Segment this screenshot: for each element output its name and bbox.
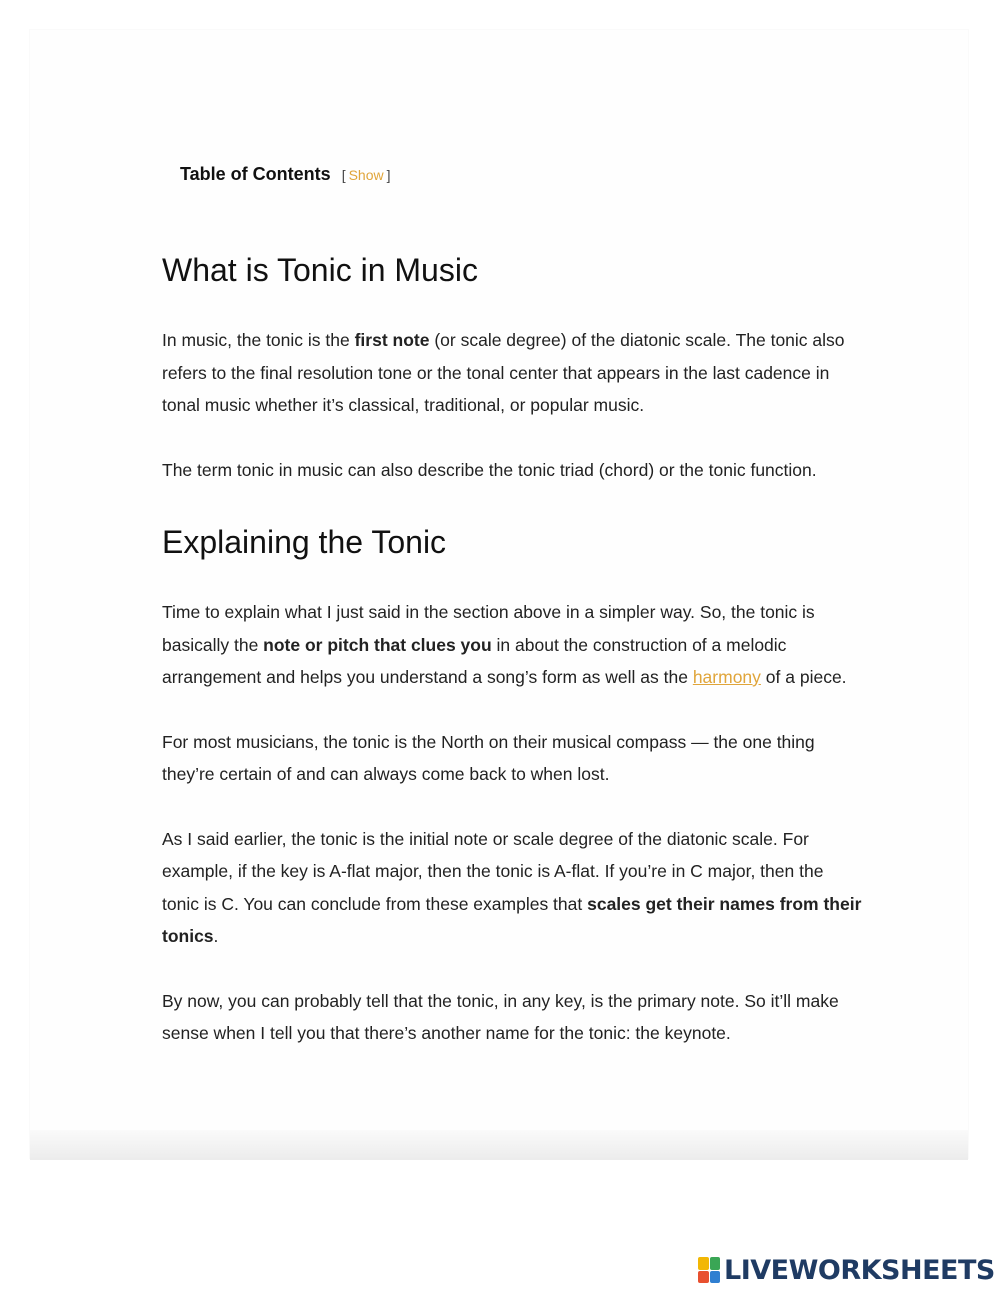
- toc-title: Table of Contents: [180, 164, 331, 184]
- text-run: in about the construction of a melodic arrangement and helps you understand a song’s form as well as the: [162, 634, 787, 687]
- harmony-link[interactable]: harmony: [692, 667, 761, 687]
- table-of-contents: [180, 164, 391, 185]
- paragraph-simpler-explanation: [162, 596, 862, 694]
- text-run: .: [213, 926, 219, 946]
- text-run: In music, the tonic is the: [162, 330, 355, 350]
- page-bottom-shadow: [30, 1130, 968, 1160]
- paragraph-scale-names: [162, 823, 862, 953]
- bold-text-first-note: first note: [354, 330, 430, 350]
- section-heading-explaining-tonic: Explaining the Tonic: [162, 524, 447, 560]
- text-run: As I said earlier, the tonic is the initial note or scale degree of the diatonic scale. For example, if the key is A-flat major, then the tonic is A-flat. If you’re in C major, then the tonic is C. You can conclude from these examples that: [162, 828, 824, 914]
- paragraph-musical-compass: For most musicians, the tonic is the North on their musical compass — the one thing they’re certain of and can always come back to when lost.: [162, 731, 815, 784]
- text-run: (or scale degree) of the diatonic scale. The tonic also refers to the final resolution tone or the tonal center that appears in the last cadence in tonal music whether it’s classical, traditional, or popular music.: [162, 330, 845, 415]
- toc-bracket-open: [: [341, 167, 346, 183]
- section-heading-what-is-tonic: What is Tonic in Music: [162, 252, 478, 288]
- bold-text-note-or-pitch: note or pitch that clues you: [263, 634, 492, 655]
- paragraph-tonic-triad: The term tonic in music can also describe the tonic triad (chord) or the tonic function.: [162, 459, 817, 480]
- bold-text-scale-names: scales get their names from their tonics: [162, 893, 862, 946]
- liveworksheets-brand: [698, 1254, 995, 1286]
- text-run: Time to explain what I just said in the section above in a simpler way. So, the tonic is basically the: [162, 602, 815, 655]
- toc-show-link[interactable]: Show: [348, 167, 384, 183]
- brand-name: LIVEWORKSHEETS: [724, 1254, 995, 1286]
- paragraph-tonic-definition: [162, 324, 862, 422]
- liveworksheets-logo-icon: [698, 1257, 720, 1283]
- article-content: [162, 240, 862, 1050]
- paragraph-keynote: By now, you can probably tell that the tonic, in any key, is the primary note. So it’ll make sense when I tell you that there’s another name for the tonic: the keynote.: [162, 990, 839, 1043]
- toc-bracket-close: ]: [386, 167, 391, 183]
- text-run: of a piece.: [760, 667, 847, 687]
